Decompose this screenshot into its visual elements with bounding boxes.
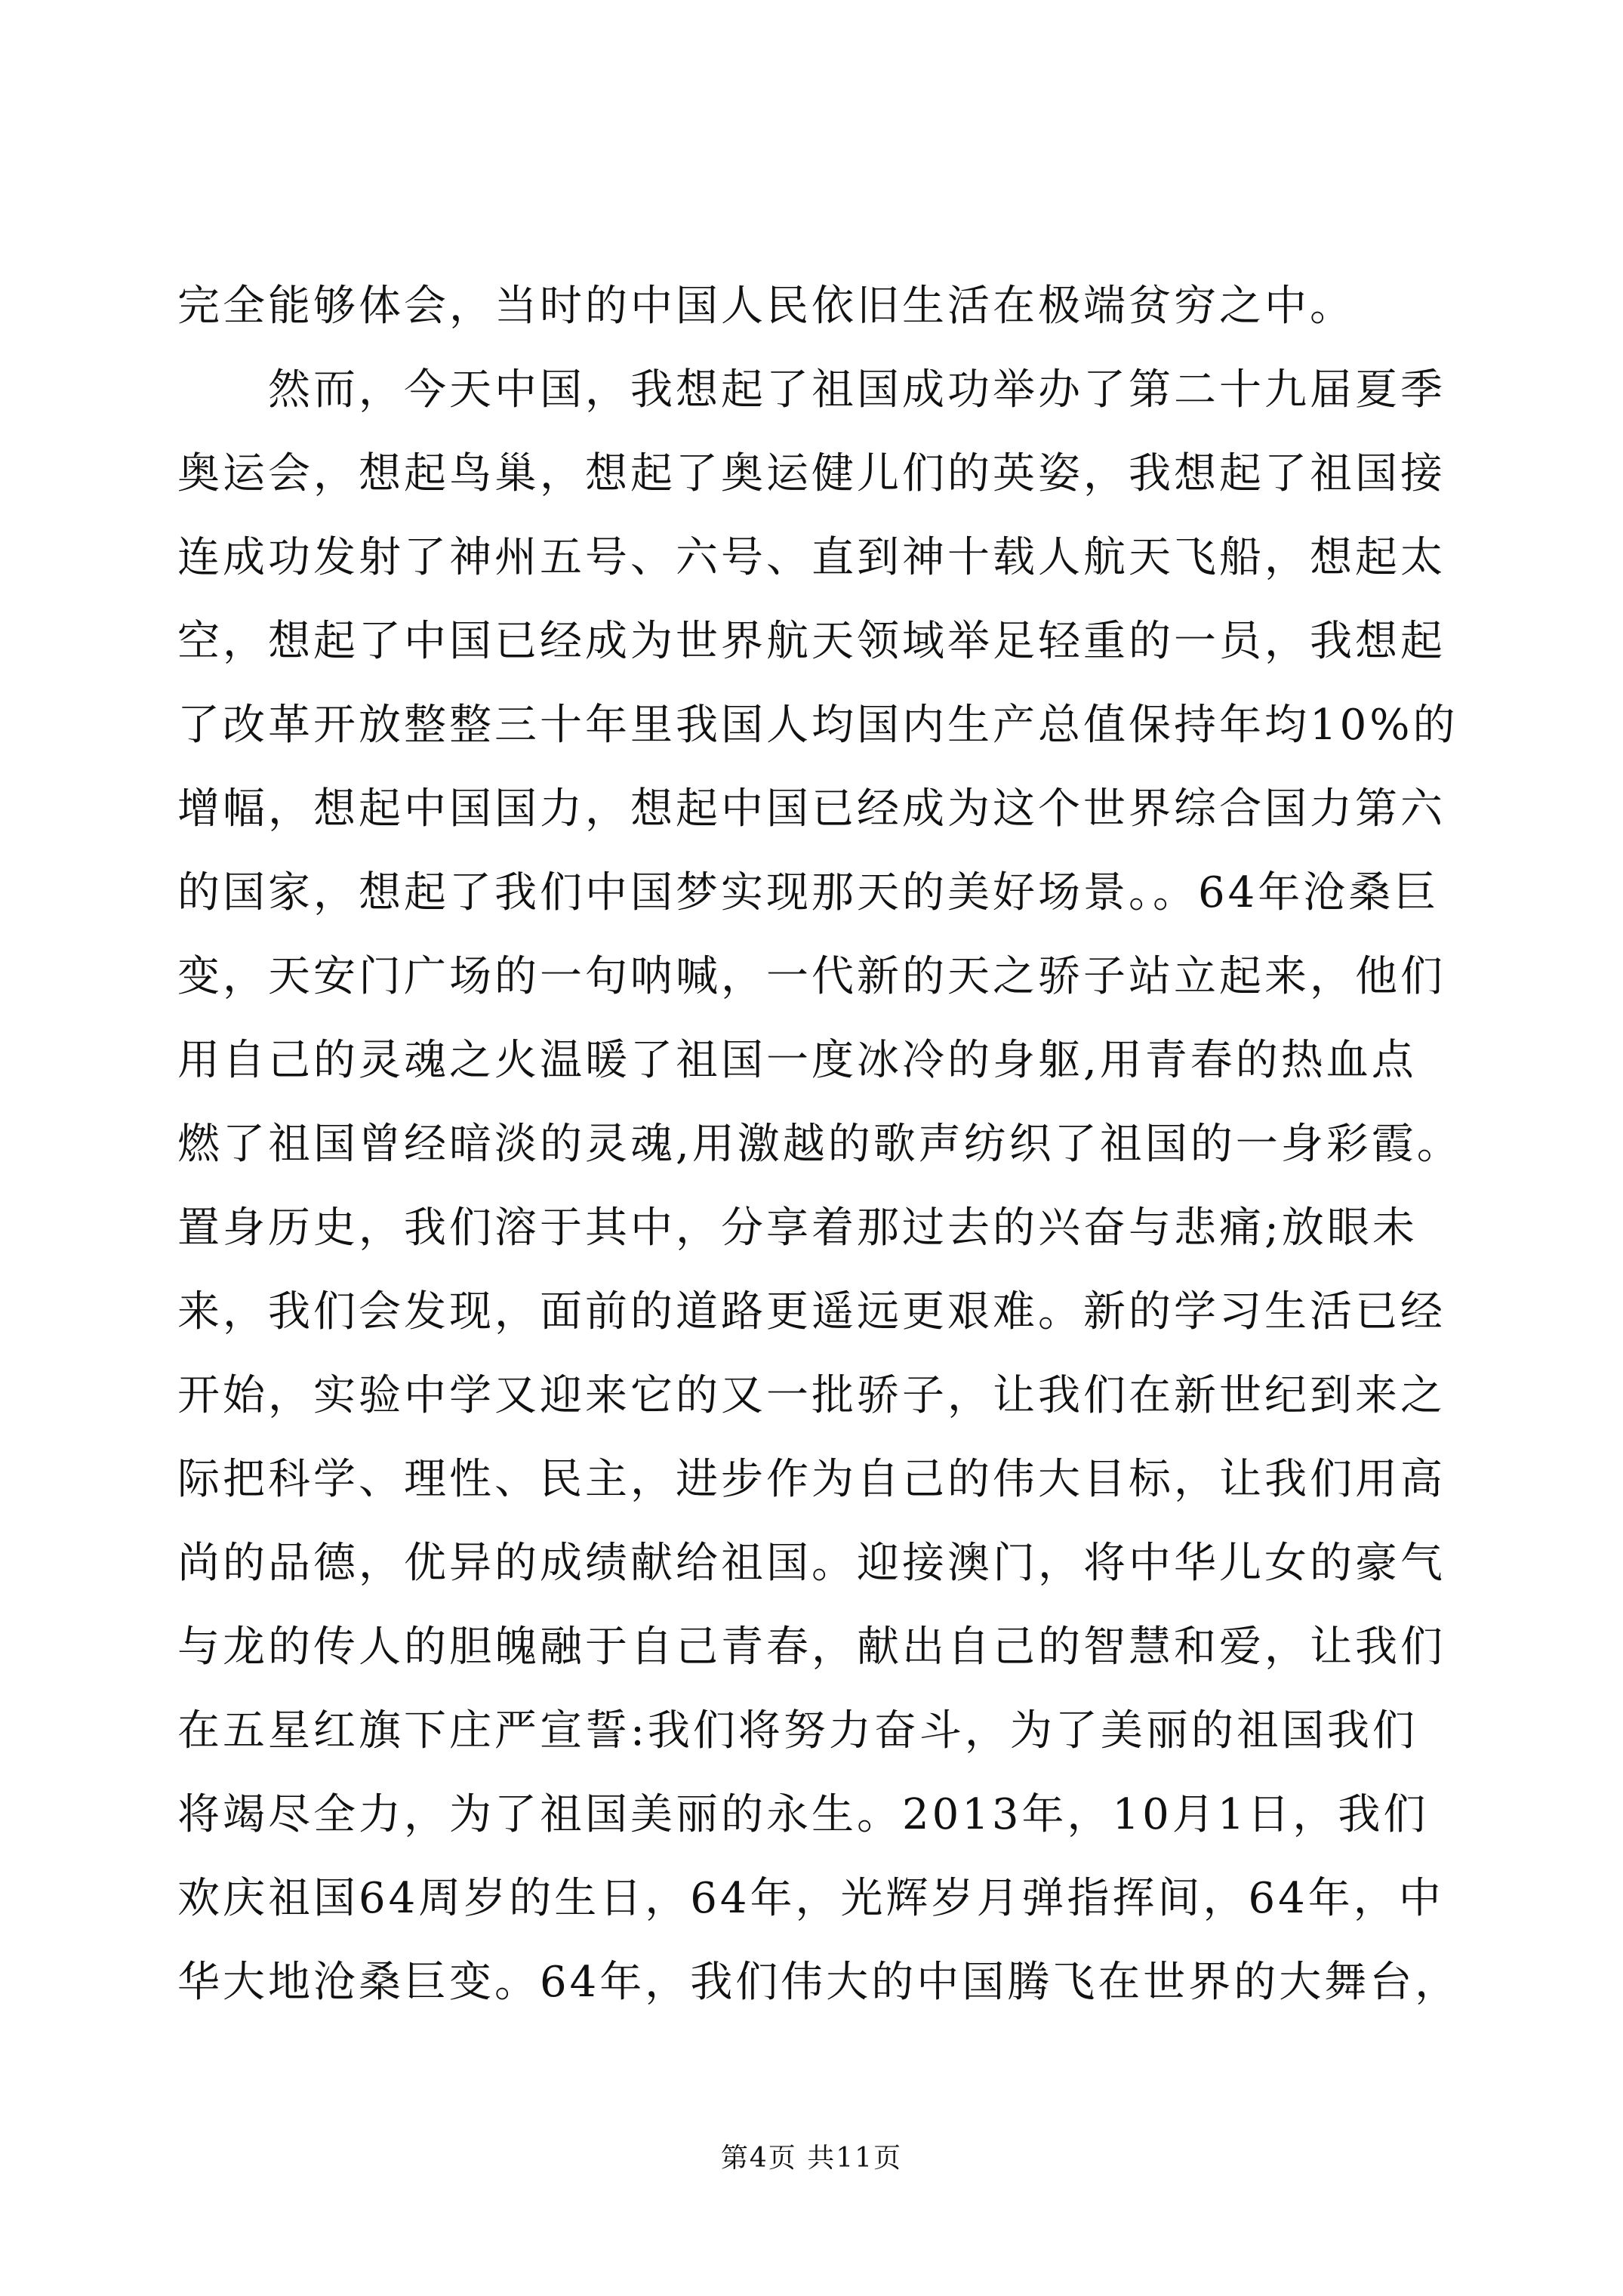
text-line: 了改革开放整整三十年里我国人均国内生产总值保持年均10%的: [177, 701, 1458, 750]
text-line: 将竭尽全力，为了祖国美丽的永生。2013年，10月1日，我们: [177, 1790, 1429, 1839]
text-line: 际把科学、理性、民主，进步作为自己的伟大目标，让我们用高: [177, 1455, 1446, 1504]
text-line: 奥运会，想起鸟巢，想起了奥运健儿们的英姿，我想起了祖国接: [177, 449, 1446, 498]
page-footer: [0, 2137, 1623, 2175]
text-line-paragraph-start: 然而，今天中国，我想起了祖国成功举办了第二十九届夏季: [268, 365, 1446, 415]
text-line: 完全能够体会，当时的中国人民依旧生活在极端贫穷之中。: [177, 282, 1355, 331]
text-line: 欢庆祖国64周岁的生日，64年，光辉岁月弹指挥间，64年，中: [177, 1874, 1444, 1923]
text-line: 尚的品德，优异的成绩献给祖国。迎接澳门，将中华儿女的豪气: [177, 1539, 1446, 1588]
text-line: 开始，实验中学又迎来它的又一批骄子，让我们在新世纪到来之: [177, 1371, 1446, 1420]
text-line: 来，我们会发现，面前的道路更遥远更艰难。新的学习生活已经: [177, 1287, 1446, 1336]
body-text: [177, 264, 1462, 2024]
text-line: 连成功发射了神州五号、六号、直到神十载人航天飞船，想起太: [177, 533, 1446, 582]
text-line: 增幅，想起中国国力，想起中国已经成为这个世界综合国力第六: [177, 784, 1446, 834]
text-line: 在五星红旗下庄严宣誓:我们将努力奋斗，为了美丽的祖国我们: [177, 1706, 1418, 1755]
text-line: 空，想起了中国已经成为世界航天领域举足轻重的一员，我想起: [177, 617, 1446, 666]
text-line: 燃了祖国曾经暗淡的灵魂,用激越的歌声纺织了祖国的一身彩霞。: [177, 1120, 1462, 1169]
text-line: 变，天安门广场的一句呐喊，一代新的天之骄子站立起来，他们: [177, 952, 1446, 1001]
text-line: 与龙的传人的胆魄融于自己青春，献出自己的智慧和爱，让我们: [177, 1623, 1446, 1672]
text-line: 用自己的灵魂之火温暖了祖国一度冰冷的身躯,用青春的热血点: [177, 1036, 1417, 1085]
page-number-label: 第4页 共11页: [720, 2143, 903, 2174]
text-line: 华大地沧桑巨变。64年，我们伟大的中国腾飞在世界的大舞台，: [177, 1958, 1461, 2007]
text-line: 置身历史，我们溶于其中，分享着那过去的兴奋与悲痛;放眼未: [177, 1203, 1418, 1253]
text-line: 的国家，想起了我们中国梦实现那天的美好场景。。64年沧桑巨: [177, 868, 1440, 917]
